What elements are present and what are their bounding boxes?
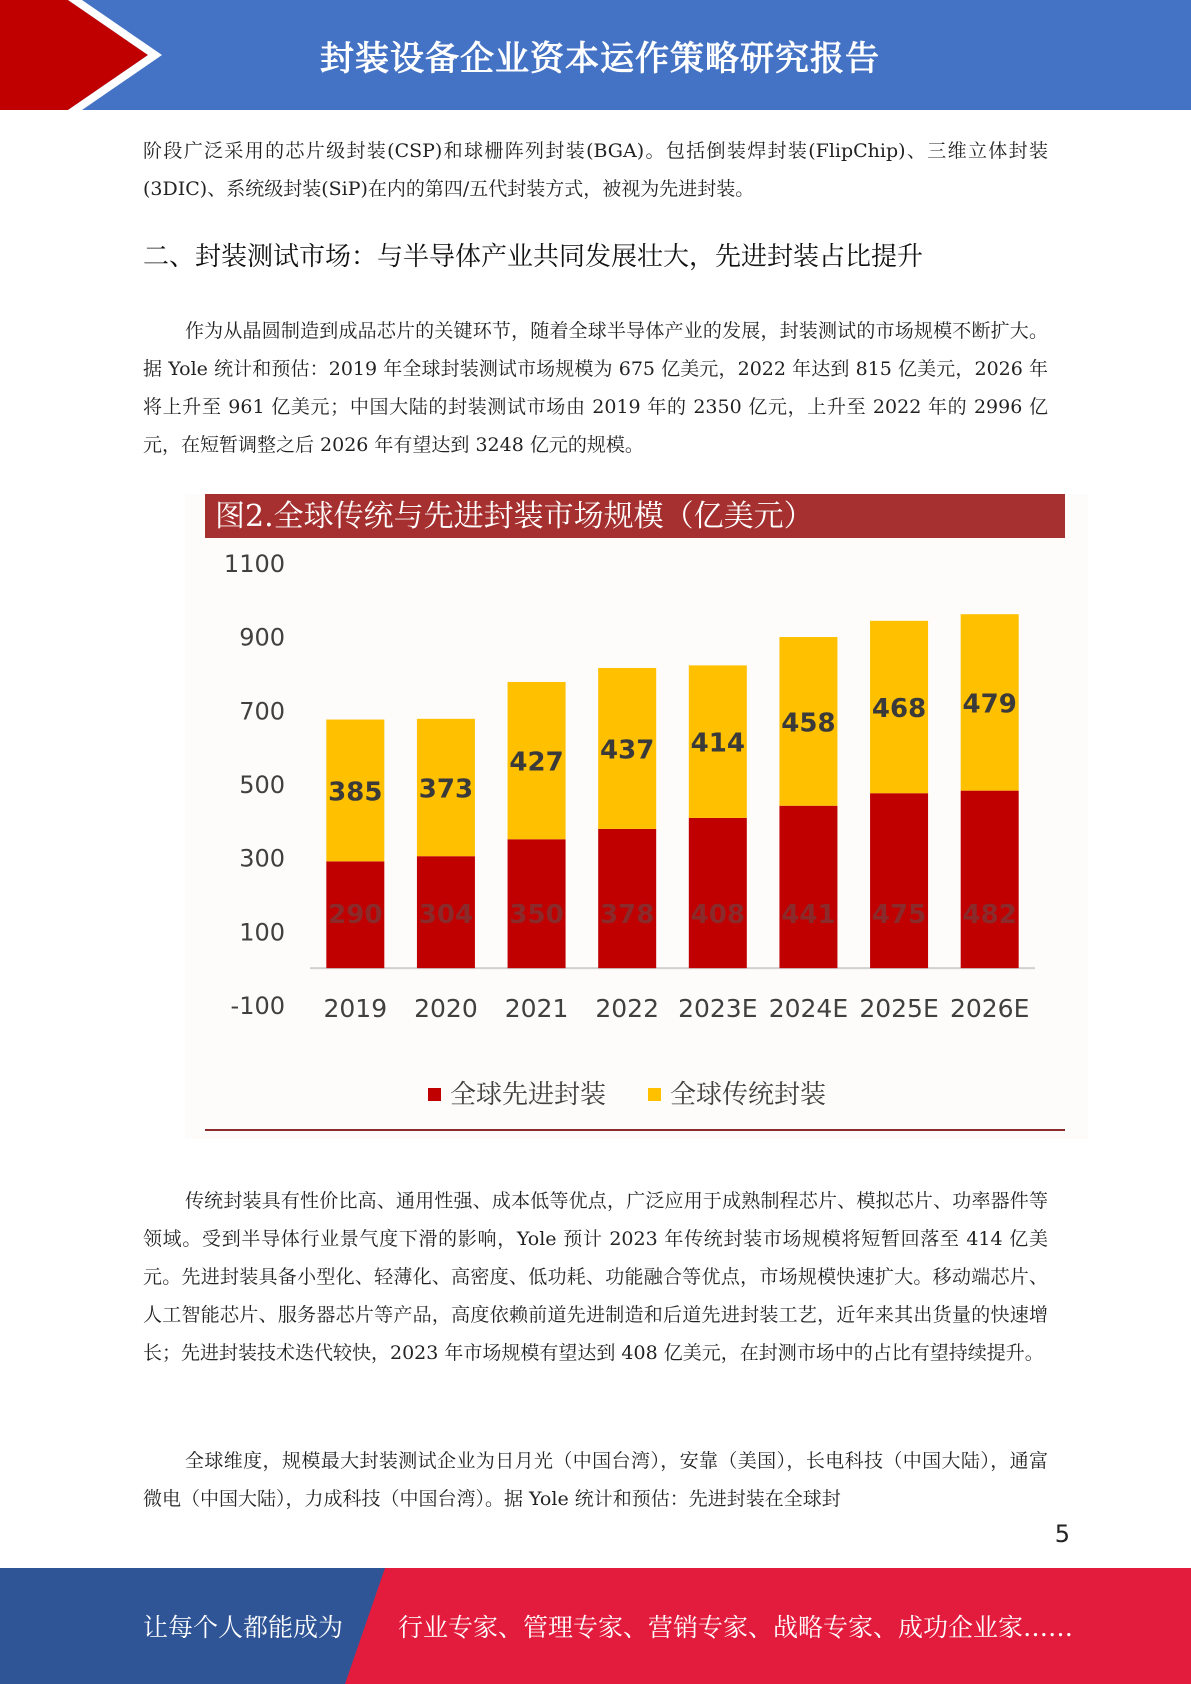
y-tick-label: 300 <box>239 844 285 873</box>
market-size-chart <box>185 494 1088 1139</box>
x-category-label: 2024E <box>768 994 849 1023</box>
bar-segment <box>961 791 1019 969</box>
data-label: 437 <box>600 735 655 766</box>
y-tick-label: 900 <box>239 623 285 652</box>
data-label: 373 <box>418 774 474 805</box>
report-title: 封装设备企业资本运作策略研究报告 <box>320 38 880 79</box>
legend-swatch <box>648 1088 661 1101</box>
data-label: 475 <box>871 900 927 931</box>
data-label: 378 <box>600 900 655 931</box>
section-heading: 二、封装测试市场：与半导体产业共同发展壮大，先进封装占比提升 <box>143 242 924 272</box>
legend-swatch <box>428 1088 441 1101</box>
footer-slogan-right: 行业专家、管理专家、营销专家、战略专家、成功企业家…… <box>398 1613 1074 1642</box>
x-category-label: 2021 <box>504 994 569 1023</box>
data-label: 414 <box>690 728 745 759</box>
bar-segment <box>689 818 747 968</box>
paragraph-2: 作为从晶圆制造到成品芯片的关键环节，随着全球半导体产业的发展，封装测试的市场规模不断扩大。据 Yole 统计和预估：2019 年全球封装测试市场规模为 675 亿美元，2022 年达到 815 亿美元，2026 年将上升至 961 亿美元；中国大陆的封装测试市场由 2019 年的 2350 亿元，上升至 2022 年的 2996 亿元，在短暂调整之后 2026 年有望达到 3248 亿元的规模。 <box>143 320 1048 456</box>
x-category-label: 2026E <box>949 994 1030 1023</box>
page-footer <box>0 1568 1191 1684</box>
paragraph-3: 传统封装具有性价比高、通用性强、成本低等优点，广泛应用于成熟制程芯片、模拟芯片、功率器件等领域。受到半导体行业景气度下滑的影响，Yole 预计 2023 年传统封装市场规模将短暂回落至 414 亿美元。先进封装具备小型化、轻薄化、高密度、低功耗、功能融合等优点，市场规模快速扩大。移动端芯片、人工智能芯片、服务器芯片等产品，高度依赖前道先进制造和后道先进封装工艺，近年来其出货量的快速增长；先进封装技术迭代较快，2023 年市场规模有望达到 408 亿美元，在封测市场中的占比有望持续提升。 <box>143 1190 1048 1364</box>
data-label: 458 <box>781 708 836 739</box>
bar-segment <box>870 793 928 968</box>
x-category-label: 2019 <box>323 994 388 1023</box>
data-label: 290 <box>328 900 383 931</box>
y-tick-label: 1100 <box>223 550 285 578</box>
x-category-label: 2023E <box>678 994 758 1023</box>
y-tick-label: -100 <box>230 992 285 1020</box>
data-label: 468 <box>871 694 927 725</box>
data-label: 482 <box>962 900 1017 931</box>
chart-svg <box>185 494 1088 1139</box>
data-label: 408 <box>690 900 745 931</box>
paragraph-4: 全球维度，规模最大封装测试企业为日月光（中国台湾），安靠（美国），长电科技（中国大陆），通富微电（中国大陆），力成科技（中国台湾）。据 Yole 统计和预估：先进封装在全球封 <box>143 1450 1048 1510</box>
y-tick-label: 100 <box>239 918 285 947</box>
legend-label: 全球先进封装 <box>450 1080 607 1110</box>
page-header <box>0 0 1191 110</box>
data-label: 350 <box>509 900 564 931</box>
legend-label: 全球传统封装 <box>670 1080 827 1110</box>
x-category-label: 2022 <box>595 994 659 1023</box>
y-tick-label: 700 <box>239 697 285 726</box>
paragraph-1: 阶段广泛采用的芯片级封装(CSP)和球栅阵列封装(BGA)。包括倒装焊封装(FlipChip)、三维立体封装(3DIC)、系统级封装(SiP)在内的第四/五代封装方式，被视为先进封装。 <box>143 140 1048 200</box>
data-label: 441 <box>781 900 836 931</box>
data-label: 479 <box>962 689 1017 720</box>
page-number: 5 <box>1054 1520 1070 1548</box>
data-label: 304 <box>418 900 474 931</box>
bar-segment <box>779 806 837 968</box>
y-tick-label: 500 <box>239 771 285 799</box>
bar-segment <box>598 829 656 968</box>
data-label: 427 <box>509 747 564 778</box>
x-category-label: 2020 <box>414 994 478 1023</box>
chart-title: 图2.全球传统与先进封装市场规模（亿美元） <box>215 499 814 534</box>
x-category-label: 2025E <box>859 994 939 1023</box>
data-label: 385 <box>328 777 383 808</box>
footer-slogan-left: 让每个人都能成为 <box>143 1613 344 1642</box>
